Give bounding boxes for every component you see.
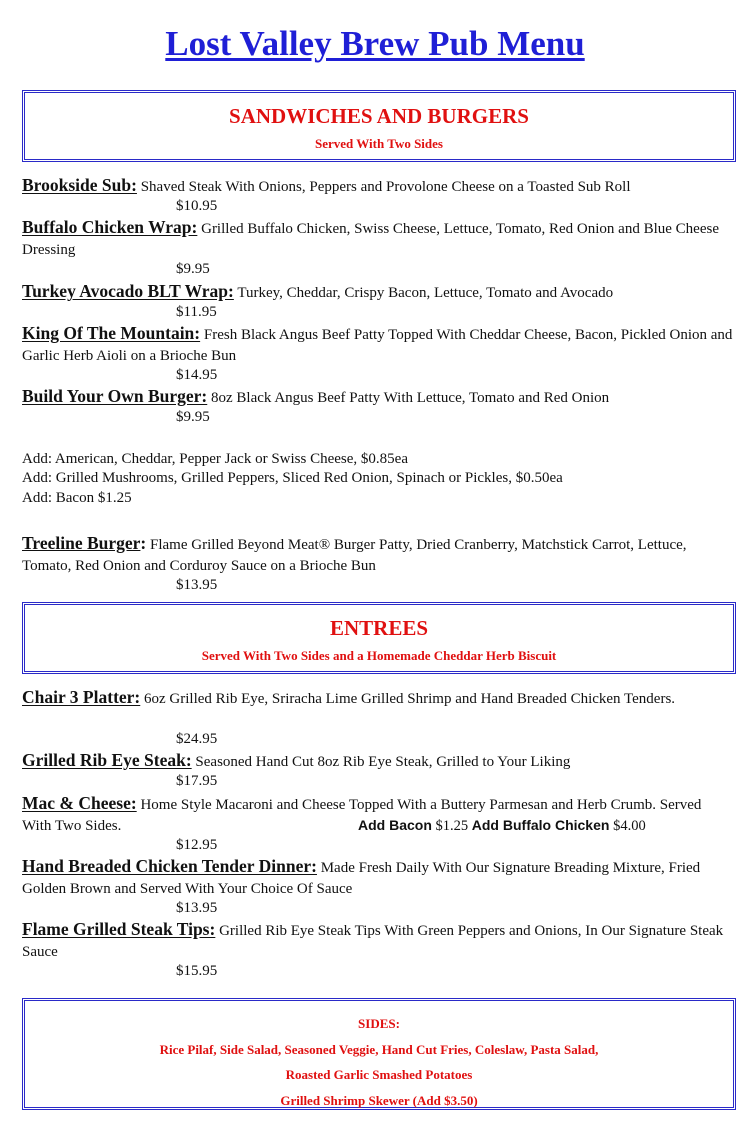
- sides-line: Roasted Garlic Smashed Potatoes: [285, 1067, 473, 1082]
- menu-item-chicken-tender: [22, 856, 738, 900]
- item-name: Build Your Own Burger:: [22, 386, 208, 406]
- item-description: Fresh Black Angus Beef Patty Topped With Cheddar Cheese, Bacon, Pickled Onion and Garlic Herb Aioli on a Brioche Bun: [22, 327, 733, 364]
- item-name: Treeline Burger:: [22, 533, 147, 553]
- item-price: $24.95: [176, 731, 218, 747]
- menu-title: Lost Valley Brew Pub Menu: [165, 24, 585, 63]
- item-name: Buffalo Chicken Wrap:: [22, 217, 198, 237]
- menu-item-king-of-mountain: [22, 323, 738, 367]
- add-chicken-price: $4.00: [613, 818, 646, 834]
- item-name: Mac & Cheese:: [22, 793, 137, 813]
- mac-addons: [358, 815, 646, 837]
- item-price: $13.95: [176, 900, 218, 916]
- item-name: Chair 3 Platter:: [22, 687, 141, 707]
- item-price: $9.95: [176, 409, 210, 425]
- item-description: Turkey, Cheddar, Crispy Bacon, Lettuce, Tomato and Avocado: [237, 285, 614, 301]
- item-name: King Of The Mountain:: [22, 323, 201, 343]
- menu-item-build-your-own: [22, 386, 738, 409]
- item-description: 8oz Black Angus Beef Patty With Lettuce, Tomato and Red Onion: [211, 390, 610, 406]
- menu-item-buffalo-wrap: [22, 217, 738, 261]
- addon-toppings: Add: Grilled Mushrooms, Grilled Peppers, Sliced Red Onion, Spinach or Pickles, $0.50ea: [22, 470, 563, 486]
- item-price: $12.95: [176, 837, 218, 853]
- item-price: $9.95: [176, 261, 210, 277]
- item-description: Shaved Steak With Onions, Peppers and Provolone Cheese on a Toasted Sub Roll: [140, 179, 631, 195]
- sandwiches-header-box: [22, 90, 736, 162]
- item-description: Flame Grilled Beyond Meat® Burger Patty, Dried Cranberry, Matchstick Carrot, Lettuce, Tomato, Red Onion and Corduroy Sauce on a Brioche Bun: [22, 537, 687, 574]
- menu-item-steak-tips: [22, 919, 738, 963]
- item-price: $13.95: [176, 577, 218, 593]
- item-price: $11.95: [176, 304, 217, 320]
- item-name: Grilled Rib Eye Steak:: [22, 750, 192, 770]
- addon-cheese: Add: American, Cheddar, Pepper Jack or Swiss Cheese, $0.85ea: [22, 451, 408, 467]
- sandwiches-heading: SANDWICHES AND BURGERS: [229, 104, 529, 128]
- item-name: Hand Breaded Chicken Tender Dinner:: [22, 856, 317, 876]
- entrees-subheading: Served With Two Sides and a Homemade Cheddar Herb Biscuit: [201, 648, 557, 663]
- add-bacon-price: $1.25: [435, 818, 469, 834]
- item-price: $14.95: [176, 367, 218, 383]
- item-description: Grilled Buffalo Chicken, Swiss Cheese, Lettuce, Tomato, Red Onion and Blue Cheese Dressing: [22, 221, 719, 258]
- item-name: Flame Grilled Steak Tips:: [22, 919, 216, 939]
- sides-line: Rice Pilaf, Side Salad, Seasoned Veggie, Hand Cut Fries, Coleslaw, Pasta Salad,: [159, 1041, 599, 1057]
- item-price: $15.95: [176, 963, 218, 979]
- item-description: Seasoned Hand Cut 8oz Rib Eye Steak, Grilled to Your Liking: [195, 754, 571, 770]
- add-chicken-label: Add Buffalo Chicken: [471, 817, 610, 833]
- item-price: $10.95: [176, 198, 218, 214]
- item-description: Home Style Macaroni and Cheese Topped With a Buttery Parmesan and Herb Crumb. Served With Two Sides.: [22, 797, 702, 834]
- item-description: Grilled Rib Eye Steak Tips With Green Peppers and Onions, In Our Signature Steak Sauce: [22, 923, 724, 960]
- sandwiches-subheading: Served With Two Sides: [315, 136, 443, 151]
- add-bacon-label: Add Bacon: [358, 817, 432, 833]
- menu-item-brookside: [22, 175, 738, 198]
- sides-heading: SIDES:: [358, 1016, 400, 1031]
- menu-item-rib-eye: [22, 750, 738, 773]
- item-name: Turkey Avocado BLT Wrap:: [22, 281, 234, 301]
- item-name: Brookside Sub:: [22, 175, 137, 195]
- entrees-header-box: [22, 602, 736, 674]
- item-description: 6oz Grilled Rib Eye, Sriracha Lime Grilled Shrimp and Hand Breaded Chicken Tenders.: [144, 691, 676, 707]
- menu-item-treeline: [22, 533, 738, 577]
- item-description: Made Fresh Daily With Our Signature Breading Mixture, Fried Golden Brown and Served With Your Choice Of Sauce: [22, 860, 701, 897]
- menu-item-chair3-platter: [22, 687, 738, 710]
- item-price: $17.95: [176, 773, 218, 789]
- sides-line: Grilled Shrimp Skewer (Add $3.50): [280, 1092, 478, 1108]
- entrees-heading: ENTREES: [329, 616, 429, 640]
- sides-box: [22, 998, 736, 1110]
- menu-item-turkey-blt: [22, 281, 738, 304]
- addon-bacon: Add: Bacon $1.25: [22, 490, 132, 506]
